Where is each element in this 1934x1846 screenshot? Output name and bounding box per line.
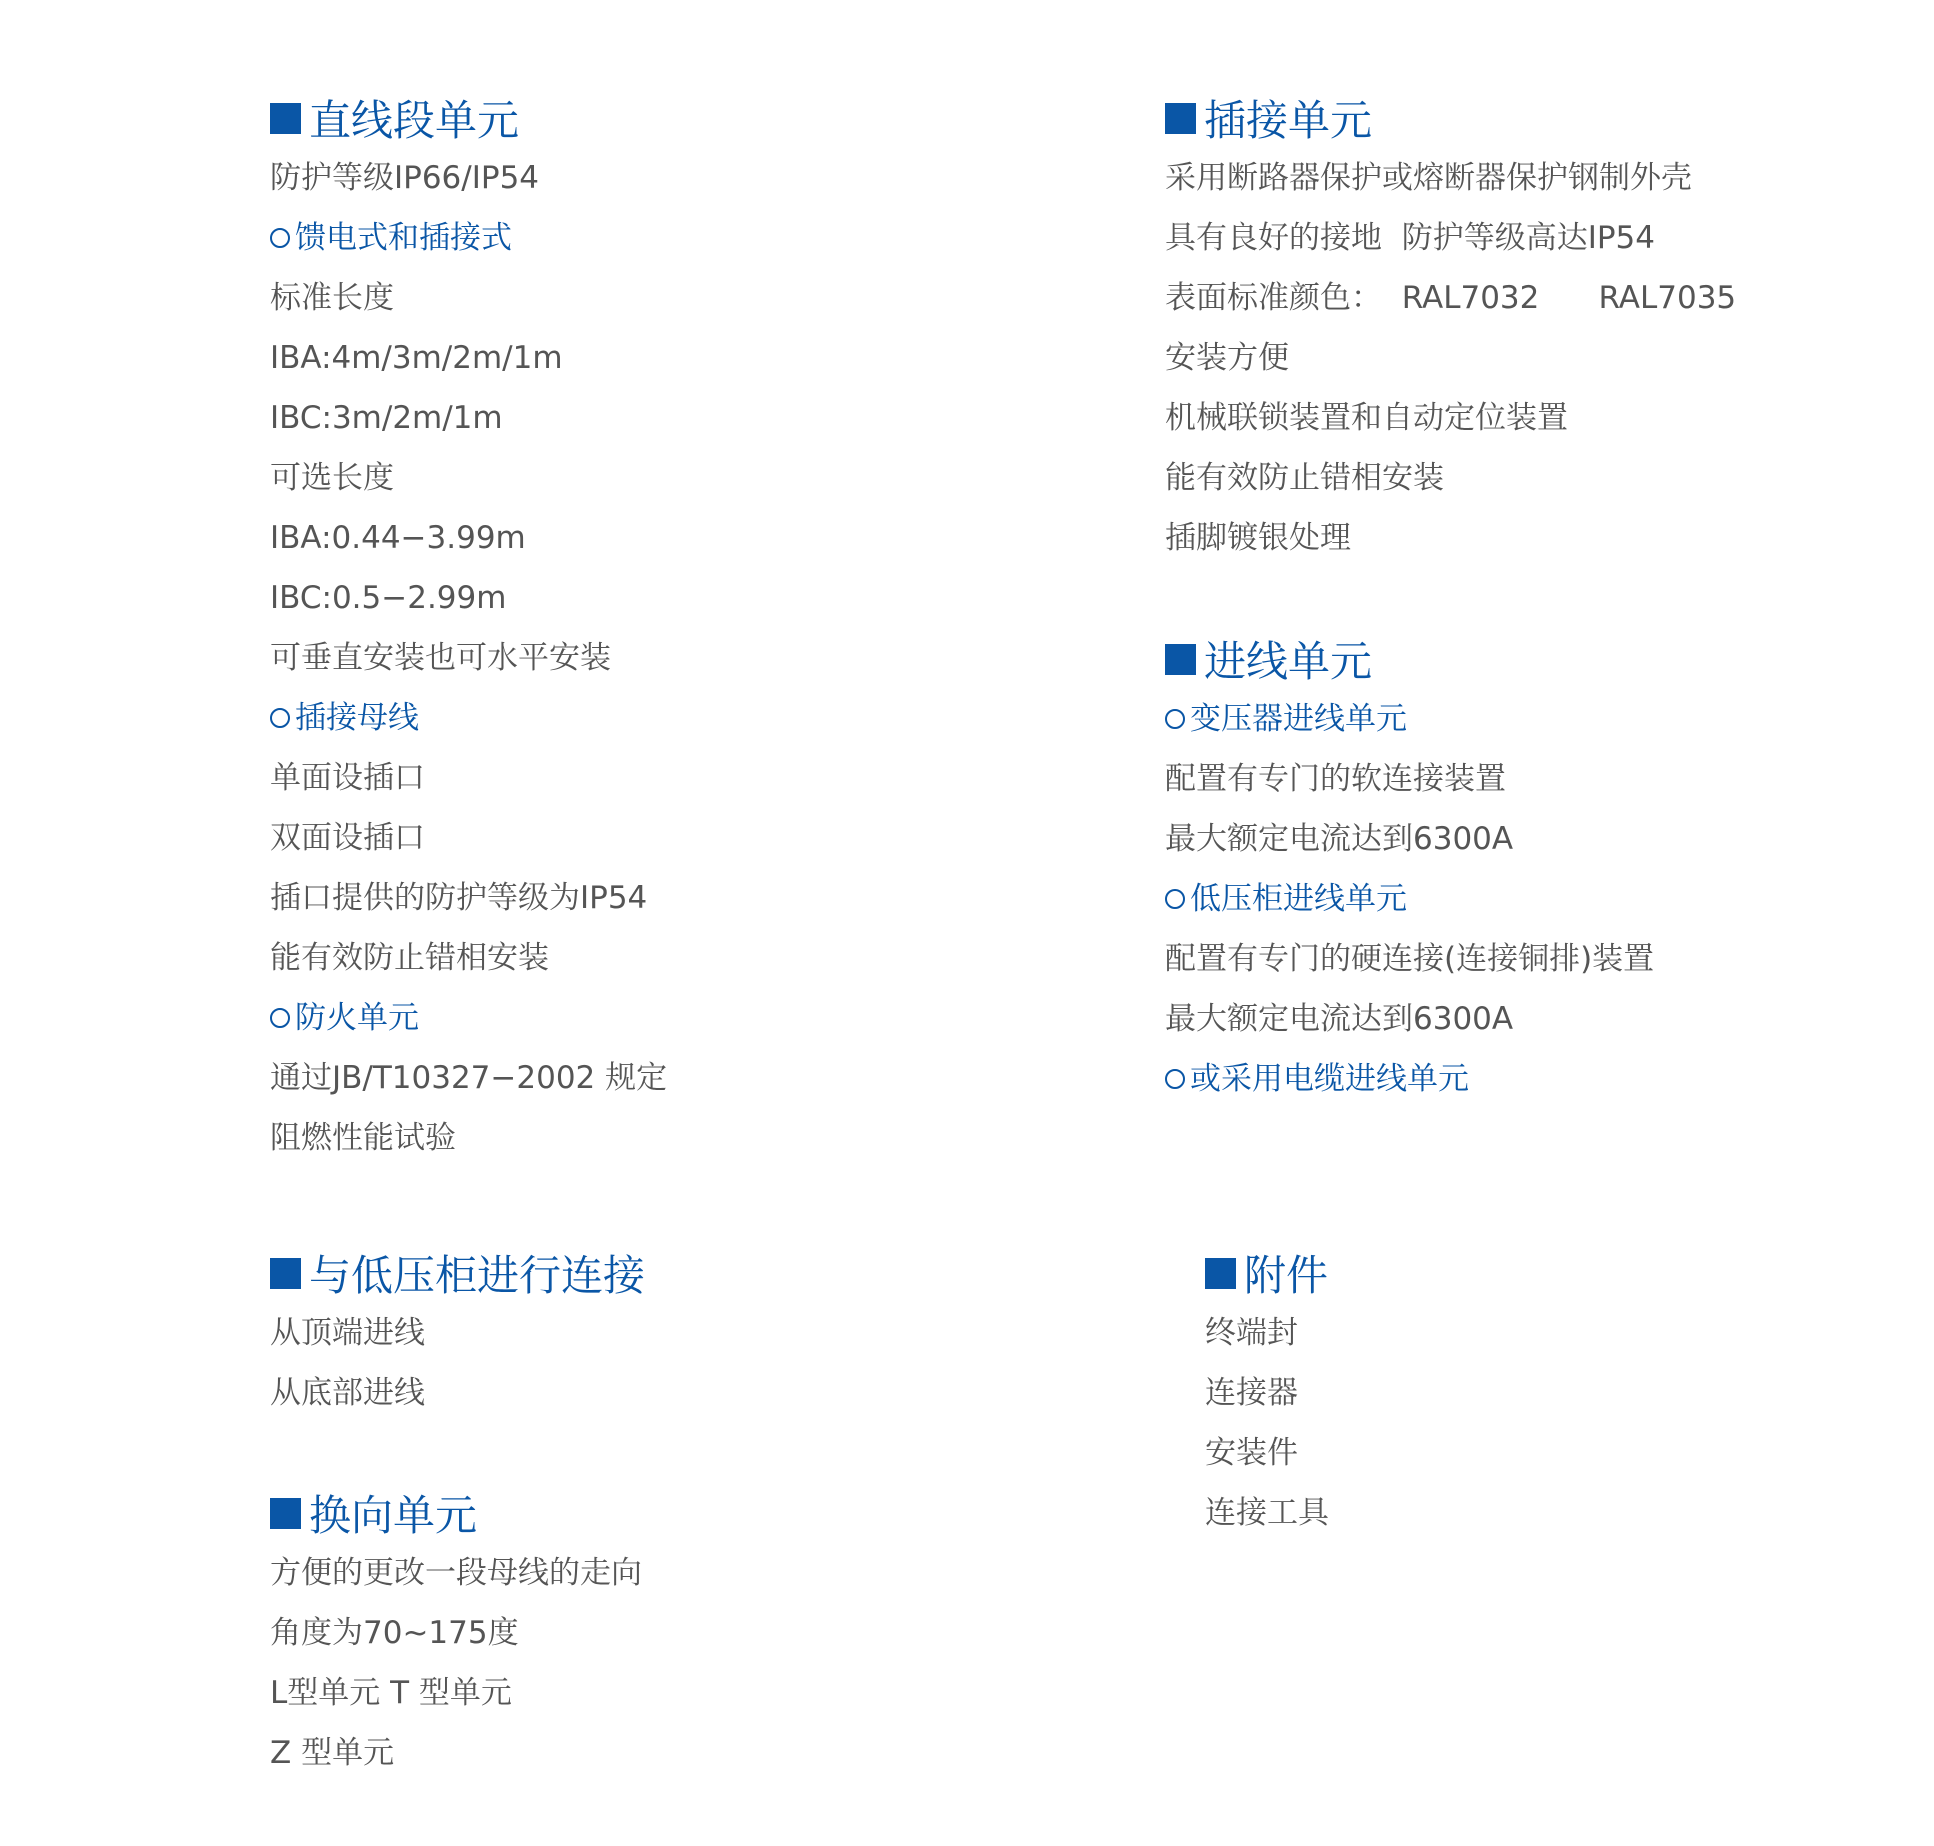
square-bullet-icon xyxy=(1205,1258,1236,1289)
spec-line: 双面设插口 xyxy=(270,820,425,856)
spec-line: 方便的更改一段母线的走向 xyxy=(270,1555,642,1591)
subheading-text: 防火单元 xyxy=(295,1000,419,1036)
spec-line: 终端封 xyxy=(1205,1315,1298,1351)
section-incoming xyxy=(1165,629,1654,1109)
circle-bullet-icon xyxy=(270,1008,290,1028)
section-plugin xyxy=(1165,88,1736,568)
section-title-text: 插接单元 xyxy=(1204,96,1373,145)
spec-line: 插脚镀银处理 xyxy=(1165,520,1351,556)
section-title-text: 与低压柜进行连接 xyxy=(309,1251,646,1300)
spec-line: 从底部进线 xyxy=(270,1375,425,1411)
spec-line: L型单元 T 型单元 xyxy=(270,1675,512,1711)
subheading-text: 馈电式和插接式 xyxy=(295,220,512,256)
section-lowvoltage xyxy=(270,1243,645,1423)
spec-line: 具有良好的接地 防护等级高达IP54 xyxy=(1165,220,1655,256)
spec-line: 连接器 xyxy=(1205,1375,1298,1411)
section-title-text: 换向单元 xyxy=(309,1491,478,1540)
section-direction xyxy=(270,1483,642,1783)
subheading xyxy=(1165,869,1654,929)
spec-line: 安装件 xyxy=(1205,1435,1298,1471)
subheading xyxy=(270,988,667,1048)
spec-line: 能有效防止错相安装 xyxy=(1165,460,1444,496)
section-title-text: 附件 xyxy=(1244,1251,1329,1300)
section-title xyxy=(1205,1243,1329,1303)
spec-line: 配置有专门的硬连接(连接铜排)装置 xyxy=(1165,941,1655,977)
spec-line: 连接工具 xyxy=(1205,1495,1329,1531)
spec-line: 能有效防止错相安装 xyxy=(270,940,549,976)
section-straight xyxy=(270,88,667,1168)
square-bullet-icon xyxy=(1165,103,1196,134)
subheading-text: 低压柜进线单元 xyxy=(1190,881,1407,917)
spec-line: 阻燃性能试验 xyxy=(270,1120,456,1156)
spec-line: 表面标准颜色： RAL7032 RAL7035 xyxy=(1165,280,1737,316)
circle-bullet-icon xyxy=(1165,889,1185,909)
section-title xyxy=(270,1243,645,1303)
subheading xyxy=(270,688,667,748)
spec-line: 从顶端进线 xyxy=(270,1315,425,1351)
section-accessories xyxy=(1205,1243,1329,1543)
spec-line: IBA:4m/3m/2m/1m xyxy=(270,340,563,376)
spec-line: 配置有专门的软连接装置 xyxy=(1165,761,1506,797)
spec-line: 标准长度 xyxy=(270,280,394,316)
subheading xyxy=(270,208,667,268)
square-bullet-icon xyxy=(270,103,301,134)
subheading-text: 或采用电缆进线单元 xyxy=(1190,1061,1469,1097)
spec-line: 插口提供的防护等级为IP54 xyxy=(270,880,648,916)
spec-line: 单面设插口 xyxy=(270,760,425,796)
section-title xyxy=(1165,88,1736,148)
square-bullet-icon xyxy=(270,1258,301,1289)
section-title-text: 进线单元 xyxy=(1204,637,1373,686)
spec-line: IBC:3m/2m/1m xyxy=(270,400,503,436)
spec-line: 可选长度 xyxy=(270,460,394,496)
spec-line: 可垂直安装也可水平安装 xyxy=(270,640,611,676)
spec-line: IBC:0.5−2.99m xyxy=(270,580,507,616)
spec-line: 安装方便 xyxy=(1165,340,1289,376)
subheading xyxy=(1165,1049,1654,1109)
spec-line: 角度为70~175度 xyxy=(270,1615,519,1651)
section-title xyxy=(1165,629,1654,689)
spec-line: 最大额定电流达到6300A xyxy=(1165,1001,1514,1037)
section-title-text: 直线段单元 xyxy=(309,96,520,145)
subheading-text: 插接母线 xyxy=(295,700,419,736)
spec-line: Z 型单元 xyxy=(270,1735,395,1771)
spec-line: 最大额定电流达到6300A xyxy=(1165,821,1514,857)
spec-line: 采用断路器保护或熔断器保护钢制外壳 xyxy=(1165,160,1692,196)
square-bullet-icon xyxy=(270,1498,301,1529)
section-title xyxy=(270,88,667,148)
spec-line: 通过JB/T10327−2002 规定 xyxy=(270,1060,668,1096)
circle-bullet-icon xyxy=(270,708,290,728)
spec-line: 机械联锁装置和自动定位装置 xyxy=(1165,400,1568,436)
square-bullet-icon xyxy=(1165,644,1196,675)
circle-bullet-icon xyxy=(1165,709,1185,729)
circle-bullet-icon xyxy=(1165,1069,1185,1089)
subheading xyxy=(1165,689,1654,749)
section-title xyxy=(270,1483,642,1543)
circle-bullet-icon xyxy=(270,228,290,248)
spec-line: IBA:0.44−3.99m xyxy=(270,520,526,556)
spec-line: 防护等级IP66/IP54 xyxy=(270,160,540,196)
subheading-text: 变压器进线单元 xyxy=(1190,701,1407,737)
